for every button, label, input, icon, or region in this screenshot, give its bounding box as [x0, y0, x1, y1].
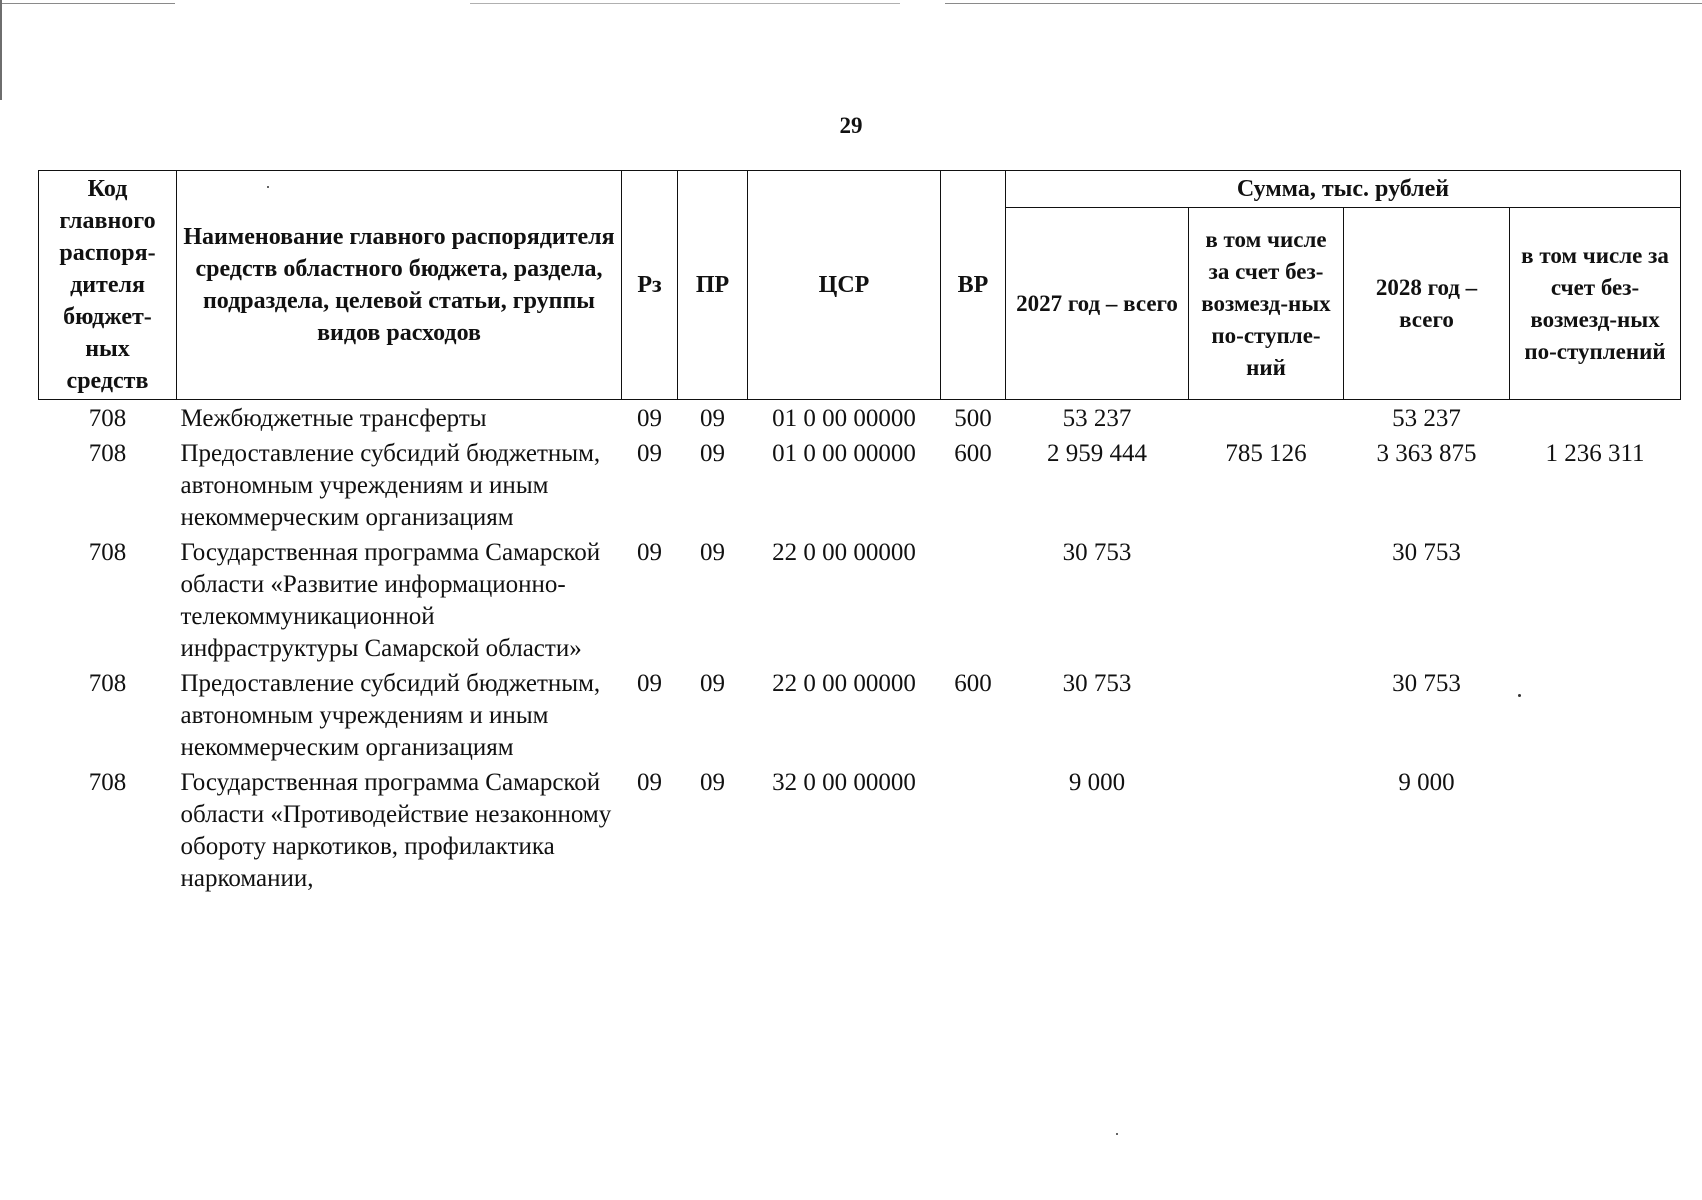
- cell-name: Предоставление субсидий бюджетным, автономным учреждениям и иным некоммерческим организациям: [180, 670, 601, 761]
- table-row: [39, 665, 1681, 764]
- header-sum-title: Сумма, тыс. рублей: [1006, 171, 1681, 208]
- header-csr: ЦСР: [748, 171, 941, 400]
- cell-name: Межбюджетные трансферты: [180, 405, 487, 432]
- cell-code: 708: [88, 539, 127, 566]
- header-code: Код главного распоря-дителя бюджет-ных средств: [39, 171, 177, 400]
- scan-edge-left: [0, 0, 2, 100]
- cell-rz: 09: [637, 670, 662, 697]
- cell-2027-grants: [1189, 400, 1344, 436]
- cell-csr: 22 0 00 00000: [772, 539, 916, 566]
- cell-name: Государственная программа Самарской области «Противодействие незаконному обороту наркотиков, профилактика наркомании,: [180, 769, 612, 892]
- cell-pr: 09: [700, 539, 725, 566]
- cell-2027-total: 2 959 444: [1047, 440, 1147, 467]
- cell-2027-total: 30 753: [1062, 670, 1132, 697]
- cell-2027-total: 30 753: [1062, 539, 1132, 566]
- scan-edge-top-left: [0, 3, 175, 4]
- cell-pr: 09: [700, 440, 725, 467]
- cell-csr: 32 0 00 00000: [772, 769, 916, 796]
- header-2028-total: 2028 год – всего: [1344, 208, 1510, 400]
- cell-2028-total: 30 753: [1392, 670, 1461, 697]
- cell-rz: 09: [637, 405, 662, 432]
- scan-speck: [1116, 1133, 1118, 1135]
- cell-name: Государственная программа Самарской области «Развитие информационно-телекоммуникационной инфраструктуры Самарской области»: [180, 539, 601, 662]
- scan-speck: [267, 186, 269, 188]
- cell-pr: 09: [700, 670, 725, 697]
- cell-pr: 09: [700, 769, 725, 796]
- header-2028-grants: в том числе за счет без-возмезд-ных по-ступлений: [1510, 208, 1681, 400]
- table-row: [39, 534, 1681, 665]
- cell-vr: 600: [954, 670, 992, 697]
- cell-2027-grants: [1189, 534, 1344, 665]
- cell-code: 708: [88, 405, 127, 432]
- cell-code: 708: [88, 440, 127, 467]
- cell-pr: 09: [700, 405, 725, 432]
- cell-2027-total: 9 000: [1068, 769, 1126, 796]
- cell-vr: 600: [954, 440, 992, 467]
- cell-2028-grants: [1510, 764, 1681, 895]
- cell-2027-total: 53 237: [1062, 405, 1132, 432]
- budget-table: [38, 170, 1681, 895]
- header-name: Наименование главного распорядителя средств областного бюджета, раздела, подраздела, целевой статьи, группы видов расходов: [177, 171, 622, 400]
- cell-2028-total: 9 000: [1398, 769, 1455, 796]
- cell-code: 708: [88, 670, 127, 697]
- header-rz: Рз: [622, 171, 678, 400]
- cell-rz: 09: [637, 440, 662, 467]
- header-pr: ПР: [678, 171, 748, 400]
- cell-2028-grants: 1 236 311: [1545, 440, 1645, 467]
- table-row: [39, 435, 1681, 534]
- cell-csr: 01 0 00 00000: [772, 405, 916, 432]
- scan-edge-top-right: [945, 3, 1702, 4]
- header-vr: ВР: [941, 171, 1006, 400]
- cell-name: Предоставление субсидий бюджетным, автономным учреждениям и иным некоммерческим организациям: [180, 440, 601, 531]
- table-row: [39, 400, 1681, 436]
- cell-vr: [941, 534, 1006, 665]
- page-number: 29: [839, 113, 863, 138]
- cell-csr: 22 0 00 00000: [772, 670, 916, 697]
- cell-2027-grants: [1189, 764, 1344, 895]
- scan-edge-top-mid: [470, 3, 900, 4]
- cell-2028-grants: [1510, 665, 1681, 764]
- cell-2028-grants: [1510, 534, 1681, 665]
- header-2027-total: 2027 год – всего: [1006, 208, 1189, 400]
- scan-speck: [1518, 694, 1521, 697]
- cell-2028-grants: [1510, 400, 1681, 436]
- cell-2027-grants: 785 126: [1225, 440, 1307, 467]
- cell-rz: 09: [637, 539, 662, 566]
- table-row: [39, 764, 1681, 895]
- cell-code: 708: [88, 769, 127, 796]
- cell-2028-total: 3 363 875: [1376, 440, 1477, 467]
- header-2027-grants: в том числе за счет без-возмезд-ных по-ступле-ний: [1189, 208, 1344, 400]
- cell-csr: 01 0 00 00000: [772, 440, 916, 467]
- cell-2028-total: 30 753: [1392, 539, 1461, 566]
- cell-vr: [941, 764, 1006, 895]
- cell-2027-grants: [1189, 665, 1344, 764]
- cell-rz: 09: [637, 769, 662, 796]
- cell-vr: 500: [954, 405, 992, 432]
- cell-2028-total: 53 237: [1392, 405, 1461, 432]
